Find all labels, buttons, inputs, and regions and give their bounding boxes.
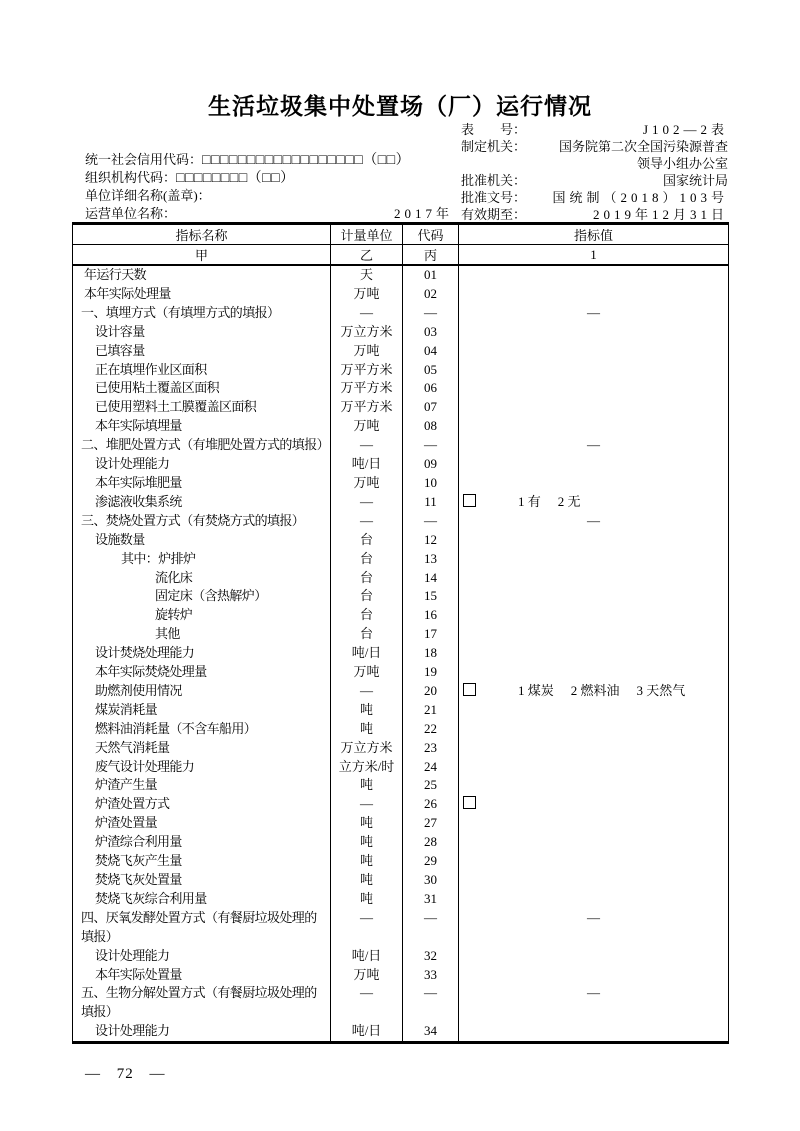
indicator-name: 其中：炉排炉	[121, 550, 196, 566]
indicator-name: 旋转炉	[155, 607, 193, 623]
value-cell	[459, 531, 729, 550]
value-cell	[459, 323, 729, 342]
indicator-name-cell	[73, 361, 331, 380]
code-cell: 29	[403, 852, 459, 871]
table-row	[73, 890, 729, 909]
checkbox-value	[459, 493, 728, 512]
meta-value: J102—2表	[642, 122, 728, 137]
meta-label: 统一社会信用代码：	[85, 152, 203, 167]
checkbox-option: 2 无	[557, 493, 581, 509]
meta-label: 表 号：	[461, 122, 527, 137]
table-row	[73, 909, 729, 947]
indicator-name: 已填容量	[95, 342, 145, 358]
indicator-name-cell	[73, 795, 331, 814]
meta-line-left-0	[85, 151, 453, 169]
indicator-name-cell	[73, 474, 331, 493]
value-cell	[459, 342, 729, 361]
table-row	[73, 644, 729, 663]
unit-cell: 吨	[331, 720, 403, 739]
unit-cell: —	[331, 493, 403, 512]
unit-cell: —	[331, 304, 403, 323]
table-row	[73, 304, 729, 323]
value-cell: —	[459, 436, 729, 455]
code-cell: 07	[403, 398, 459, 417]
unit-cell: 万吨	[331, 417, 403, 436]
table-row	[73, 285, 729, 304]
table-row	[73, 947, 729, 966]
code-cell: —	[403, 909, 459, 947]
indicator-name-cell	[73, 265, 331, 285]
table-row	[73, 758, 729, 777]
unit-cell: 吨/日	[331, 1022, 403, 1042]
code-cell: —	[403, 512, 459, 531]
code-cell: 21	[403, 701, 459, 720]
unit-cell: 吨/日	[331, 455, 403, 474]
code-cell: 19	[403, 663, 459, 682]
indicator-name: 一、填埋方式（有填埋方式的填报）	[81, 304, 280, 320]
indicator-name: 废气设计处理能力	[95, 758, 195, 774]
checkbox-icon	[463, 683, 476, 696]
table-row	[73, 814, 729, 833]
code-cell: —	[403, 304, 459, 323]
unit-cell: 吨	[331, 890, 403, 909]
value-cell: —	[459, 304, 729, 323]
code-cell: 08	[403, 417, 459, 436]
table-row	[73, 587, 729, 606]
code-cell: 02	[403, 285, 459, 304]
value-cell	[459, 474, 729, 493]
indicator-name: 固定床（含热解炉）	[155, 588, 267, 604]
indicator-name-cell	[73, 587, 331, 606]
unit-cell: 吨	[331, 833, 403, 852]
checkbox-option: 3 天然气	[636, 682, 686, 698]
meta-label: 制定机关：	[461, 139, 527, 154]
code-cell: 26	[403, 795, 459, 814]
indicator-name: 炉渣综合利用量	[95, 834, 182, 850]
table-row	[73, 720, 729, 739]
value-cell	[459, 682, 729, 701]
unit-cell: 万吨	[331, 663, 403, 682]
indicator-name: 设计处理能力	[95, 947, 170, 963]
value-cell	[459, 833, 729, 852]
code-cell: 16	[403, 606, 459, 625]
indicator-name: 焚烧飞灰综合利用量	[95, 890, 207, 906]
table-row	[73, 265, 729, 285]
indicator-name-cell	[73, 966, 331, 985]
indicator-name-cell	[73, 852, 331, 871]
value-cell	[459, 606, 729, 625]
table-head	[73, 224, 729, 266]
value-cell	[459, 720, 729, 739]
indicator-name-cell	[73, 606, 331, 625]
value-cell	[459, 625, 729, 644]
meta-value: 2019年12月31日	[592, 207, 728, 222]
unit-cell: 台	[331, 625, 403, 644]
indicator-name-cell	[73, 909, 331, 947]
table-row	[73, 1022, 729, 1042]
table-row	[73, 776, 729, 795]
meta-label: 运营单位名称：	[85, 206, 177, 221]
indicator-name-cell	[73, 701, 331, 720]
code-cell: 11	[403, 493, 459, 512]
indicator-name-cell	[73, 569, 331, 588]
table-row	[73, 455, 729, 474]
value-cell	[459, 265, 729, 285]
indicator-name-cell	[73, 304, 331, 323]
value-cell	[459, 569, 729, 588]
unit-cell: 吨/日	[331, 947, 403, 966]
code-cell: 18	[403, 644, 459, 663]
table-row	[73, 550, 729, 569]
unit-cell: 万吨	[331, 285, 403, 304]
indicator-table-wrap	[72, 222, 729, 1044]
indicator-name: 炉渣处置量	[95, 815, 158, 831]
value-cell	[459, 852, 729, 871]
code-cell: 31	[403, 890, 459, 909]
indicator-name: 渗滤液收集系统	[95, 493, 182, 509]
unit-cell: —	[331, 909, 403, 947]
value-cell	[459, 361, 729, 380]
indicator-name-cell	[73, 984, 331, 1022]
value-cell	[459, 966, 729, 985]
meta-line-left-2	[85, 187, 453, 205]
checkbox-icon	[463, 494, 476, 507]
value-cell	[459, 493, 729, 512]
table-row	[73, 493, 729, 512]
value-cell	[459, 947, 729, 966]
unit-cell: —	[331, 682, 403, 701]
meta-label: 有效期至：	[461, 207, 527, 222]
column-subheader-0: 甲	[73, 245, 331, 266]
table-row	[73, 569, 729, 588]
meta-label: 组织机构代码：	[85, 170, 177, 185]
indicator-name-cell	[73, 493, 331, 512]
page-title: 生活垃圾集中处置场（厂）运行情况	[208, 94, 592, 119]
table-row	[73, 625, 729, 644]
indicator-name: 正在填埋作业区面积	[95, 361, 207, 377]
indicator-name: 年运行天数	[84, 267, 147, 282]
unit-cell: 万吨	[331, 342, 403, 361]
column-subheader-3: 1	[459, 245, 729, 266]
unit-cell: —	[331, 436, 403, 455]
indicator-name-cell	[73, 890, 331, 909]
indicator-name: 本年实际焚烧处理量	[95, 664, 207, 680]
checkbox-value	[459, 795, 728, 814]
code-cell: 20	[403, 682, 459, 701]
code-cell: 28	[403, 833, 459, 852]
indicator-name-cell	[73, 455, 331, 474]
indicator-name-cell	[73, 814, 331, 833]
meta-line-right-1	[461, 138, 728, 155]
value-cell	[459, 758, 729, 777]
indicator-name-cell	[73, 776, 331, 795]
indicator-name: 焚烧飞灰处置量	[95, 872, 182, 887]
unit-cell: 万立方米	[331, 739, 403, 758]
indicator-name: 二、堆肥处置方式（有堆肥处置方式的填报）	[81, 437, 330, 453]
code-cell: 04	[403, 342, 459, 361]
table-row	[73, 342, 729, 361]
value-cell	[459, 739, 729, 758]
unit-cell: 台	[331, 550, 403, 569]
indicator-name-cell	[73, 531, 331, 550]
form-table	[72, 222, 729, 1044]
indicator-name-cell	[73, 398, 331, 417]
indicator-name-cell	[73, 436, 331, 455]
indicator-name-cell	[73, 512, 331, 531]
unit-cell: 万立方米	[331, 323, 403, 342]
meta-line-right-2	[461, 155, 728, 172]
indicator-name-cell	[73, 739, 331, 758]
code-cell: 13	[403, 550, 459, 569]
checkbox-option: 1 煤炭	[518, 682, 554, 698]
code-cell: 14	[403, 569, 459, 588]
value-cell	[459, 890, 729, 909]
table-row	[73, 871, 729, 890]
header-meta-right	[461, 121, 728, 223]
value-cell	[459, 701, 729, 720]
indicator-name-cell	[73, 720, 331, 739]
unit-cell: 吨/日	[331, 644, 403, 663]
indicator-name-cell	[73, 758, 331, 777]
indicator-name: 三、焚烧处置方式（有焚烧方式的填报）	[81, 512, 305, 528]
code-cell: 12	[403, 531, 459, 550]
code-cell: 23	[403, 739, 459, 758]
table-body	[73, 265, 729, 1043]
indicator-name: 五、生物分解处置方式（有餐厨垃圾处理的 填报）	[81, 985, 317, 1020]
unit-cell: 万吨	[331, 966, 403, 985]
meta-line-right-4	[461, 189, 728, 206]
checkbox-option: 2 燃料油	[570, 682, 620, 698]
value-cell	[459, 776, 729, 795]
value-cell	[459, 398, 729, 417]
indicator-name: 本年实际填埋量	[95, 418, 182, 434]
indicator-name: 设施数量	[95, 531, 145, 547]
meta-value: 国统制（2018）103号	[552, 190, 728, 205]
indicator-name-cell	[73, 644, 331, 663]
indicator-name: 炉渣处置方式	[95, 796, 170, 812]
unit-cell: 吨	[331, 871, 403, 890]
value-cell	[459, 814, 729, 833]
meta-label: 批准机关：	[461, 173, 527, 188]
indicator-name: 本年实际堆肥量	[95, 474, 182, 490]
indicator-name-cell	[73, 550, 331, 569]
meta-label: 批准文号：	[461, 190, 527, 205]
checkbox-value	[459, 682, 728, 701]
table-row	[73, 398, 729, 417]
value-cell	[459, 644, 729, 663]
indicator-name: 煤炭消耗量	[95, 701, 158, 717]
column-subheader-1: 乙	[331, 245, 403, 266]
meta-label: 单位详细名称(盖章)：	[85, 188, 211, 203]
table-row	[73, 361, 729, 380]
unit-cell: 吨	[331, 814, 403, 833]
code-cell: 01	[403, 265, 459, 285]
unit-cell: 天	[331, 265, 403, 285]
meta-line-right-3	[461, 172, 728, 189]
unit-cell: 吨	[331, 852, 403, 871]
indicator-name-cell	[73, 663, 331, 682]
table-row	[73, 379, 729, 398]
column-subheader-row	[73, 245, 729, 266]
code-cell: 30	[403, 871, 459, 890]
indicator-name-cell	[73, 625, 331, 644]
code-cell: 32	[403, 947, 459, 966]
value-cell	[459, 795, 729, 814]
indicator-name-cell	[73, 682, 331, 701]
value-cell	[459, 663, 729, 682]
unit-cell: 吨	[331, 776, 403, 795]
indicator-name-cell	[73, 342, 331, 361]
value-cell	[459, 1022, 729, 1042]
table-row	[73, 436, 729, 455]
code-cell: 06	[403, 379, 459, 398]
column-header-0: 指标名称	[73, 224, 331, 245]
meta-value: 国务院第二次全国污染源普查	[558, 139, 728, 154]
fill-in-boxes: □□□□□□□□□□□□□□□□□□（□□）	[202, 153, 411, 168]
table-row	[73, 606, 729, 625]
checkbox-option: 1 有	[518, 493, 541, 509]
value-cell	[459, 455, 729, 474]
column-subheader-2: 丙	[403, 245, 459, 266]
code-cell: 17	[403, 625, 459, 644]
value-cell	[459, 285, 729, 304]
value-cell	[459, 379, 729, 398]
table-row	[73, 682, 729, 701]
unit-cell: 台	[331, 569, 403, 588]
meta-value: 领导小组办公室	[636, 156, 728, 171]
unit-cell: —	[331, 984, 403, 1022]
value-cell: —	[459, 909, 729, 947]
value-cell: —	[459, 984, 729, 1022]
unit-cell: —	[331, 512, 403, 531]
table-row	[73, 474, 729, 493]
table-row	[73, 852, 729, 871]
indicator-name-cell	[73, 285, 331, 304]
table-row	[73, 663, 729, 682]
code-cell: 22	[403, 720, 459, 739]
column-header-2: 代码	[403, 224, 459, 245]
indicator-name: 天然气消耗量	[95, 739, 170, 755]
column-header-row	[73, 224, 729, 245]
meta-value: 国家统计局	[662, 173, 728, 188]
unit-cell: 万平方米	[331, 361, 403, 380]
code-cell: 10	[403, 474, 459, 493]
code-cell: 09	[403, 455, 459, 474]
indicator-name: 本年实际处理量	[84, 285, 171, 301]
unit-cell: 台	[331, 587, 403, 606]
code-cell: 33	[403, 966, 459, 985]
header-meta-left	[85, 151, 453, 223]
unit-cell: 台	[331, 606, 403, 625]
value-cell: —	[459, 512, 729, 531]
indicator-name-cell	[73, 323, 331, 342]
code-cell: 24	[403, 758, 459, 777]
table-row	[73, 833, 729, 852]
unit-cell: —	[331, 795, 403, 814]
code-cell: 25	[403, 776, 459, 795]
code-cell: 05	[403, 361, 459, 380]
indicator-name: 设计处理能力	[95, 456, 170, 472]
unit-cell: 立方米/时	[331, 758, 403, 777]
code-cell: 27	[403, 814, 459, 833]
indicator-name: 四、厌氧发酵处置方式（有餐厨垃圾处理的 填报）	[81, 909, 317, 944]
fill-in-boxes: □□□□□□□□（□□）	[176, 171, 295, 186]
indicator-name: 助燃剂使用情况	[95, 682, 182, 698]
value-cell	[459, 871, 729, 890]
value-cell	[459, 587, 729, 606]
value-cell	[459, 550, 729, 569]
meta-line-right-5	[461, 206, 728, 223]
indicator-name-cell	[73, 379, 331, 398]
checkbox-icon	[463, 796, 476, 809]
indicator-name-cell	[73, 871, 331, 890]
value-cell	[459, 417, 729, 436]
indicator-name: 流化床	[155, 569, 193, 585]
indicator-name: 已使用塑料土工膜覆盖区面积	[95, 399, 257, 415]
indicator-name-cell	[73, 947, 331, 966]
indicator-name-cell	[73, 417, 331, 436]
table-row	[73, 795, 729, 814]
indicator-name: 炉渣产生量	[95, 777, 158, 793]
meta-line-left-3	[85, 205, 453, 223]
indicator-name: 本年实际处置量	[95, 966, 182, 982]
indicator-name: 设计容量	[95, 323, 145, 339]
unit-cell: 万平方米	[331, 379, 403, 398]
meta-line-right-0	[461, 121, 728, 138]
indicator-name: 设计处理能力	[95, 1023, 170, 1039]
unit-cell: 万平方米	[331, 398, 403, 417]
table-row	[73, 701, 729, 720]
indicator-name-cell	[73, 1022, 331, 1042]
unit-cell: 台	[331, 531, 403, 550]
code-cell: 15	[403, 587, 459, 606]
table-row	[73, 739, 729, 758]
meta-line-left-1	[85, 169, 453, 187]
table-row	[73, 531, 729, 550]
table-row	[73, 984, 729, 1022]
indicator-name: 焚烧飞灰产生量	[95, 853, 182, 869]
table-row	[73, 966, 729, 985]
code-cell: 03	[403, 323, 459, 342]
unit-cell: 吨	[331, 701, 403, 720]
code-cell: —	[403, 436, 459, 455]
unit-cell: 万吨	[331, 474, 403, 493]
code-cell: 34	[403, 1022, 459, 1042]
indicator-name: 燃料油消耗量（不含车船用）	[95, 720, 257, 736]
page-number: — 72 —	[85, 1066, 166, 1082]
indicator-name-cell	[73, 833, 331, 852]
table-row	[73, 323, 729, 342]
indicator-name: 设计焚烧处理能力	[95, 645, 195, 661]
table-row	[73, 512, 729, 531]
report-year: 2017年	[393, 206, 453, 221]
column-header-1: 计量单位	[331, 224, 403, 245]
column-header-3: 指标值	[459, 224, 729, 245]
indicator-name: 其他	[155, 626, 180, 642]
table-row	[73, 417, 729, 436]
indicator-name: 已使用粘土覆盖区面积	[95, 380, 220, 396]
code-cell: —	[403, 984, 459, 1022]
